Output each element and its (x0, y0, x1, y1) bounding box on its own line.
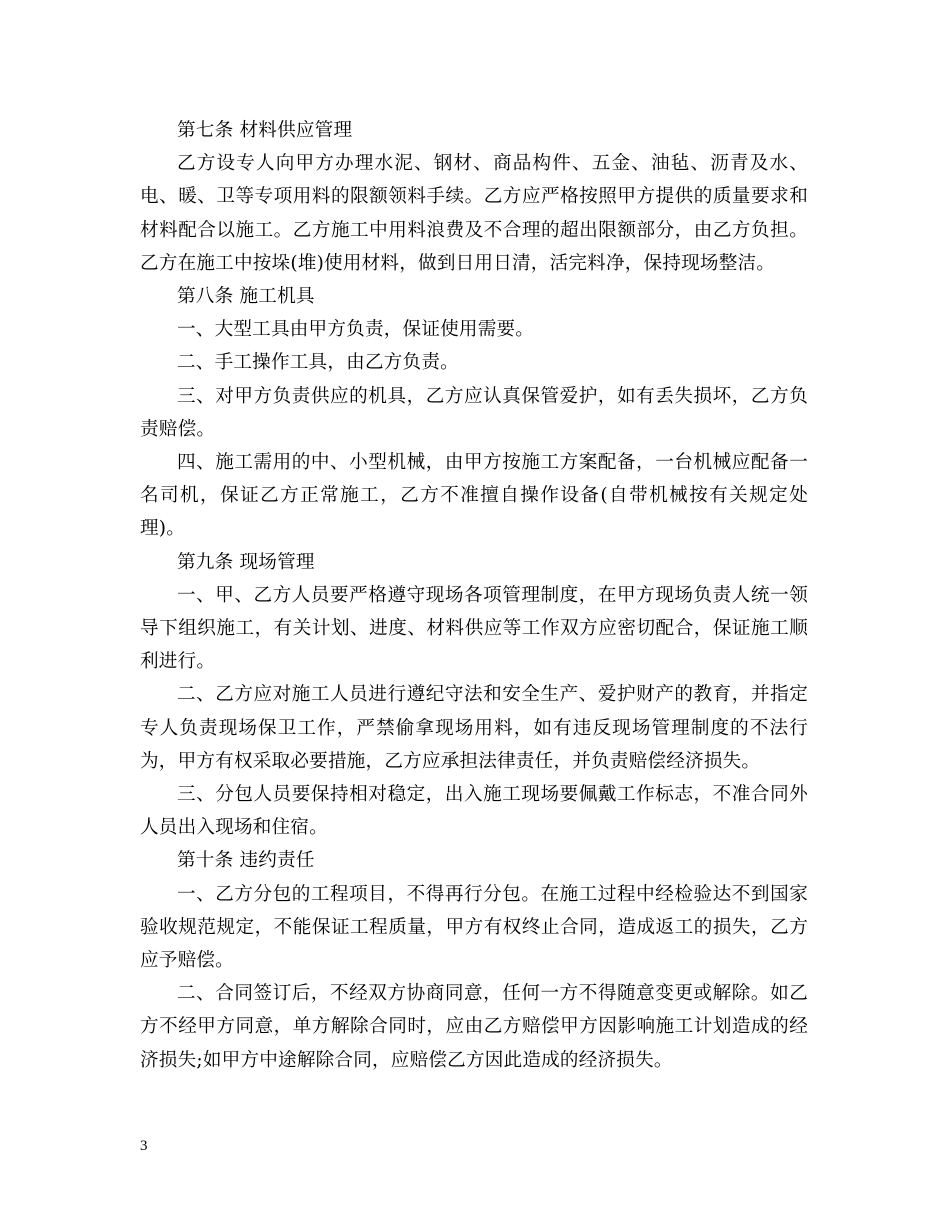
article-8-heading: 第八条 施工机具 (177, 286, 315, 308)
article-8-item-4: 四、施工需用的中、小型机械，由甲方按施工方案配备，一台机械应配备一名司机，保证乙方正常施工，乙方不准擅自操作设备(自带机械按有关规定处理)。 (140, 452, 808, 540)
article-10-item-2: 二、合同签订后，不经双方协商同意，任何一方不得随意变更或解除。如乙方不经甲方同意，单方解除合同时，应由乙方赔偿甲方因影响施工计划造成的经济损失;如甲方中途解除合同，应赔偿乙方因此造成的经济损失。 (140, 983, 808, 1071)
article-7-heading: 第七条 材料供应管理 (177, 120, 353, 141)
article-9-heading: 第九条 现场管理 (177, 551, 315, 573)
article-9-item-2: 二、乙方应对施工人员进行遵纪守法和安全生产、爱护财产的教育，并指定专人负责现场保卫工作，严禁偷拿现场用料，如有违反现场管理制度的不法行为，甲方有权采取必要措施，乙方应承担法律责任，并负责赔偿经济损失。 (140, 684, 808, 772)
article-9-item-1: 一、甲、乙方人员要严格遵守现场各项管理制度，在甲方现场负责人统一领导下组织施工，有关计划、进度、材料供应等工作双方应密切配合，保证施工顺利进行。 (140, 584, 808, 673)
article-8-item-2: 二、手工操作工具，由乙方负责。 (177, 352, 459, 374)
page-number: 3 (140, 1138, 148, 1154)
article-9-item-3: 三、分包人员要保持相对稳定，出入施工现场要佩戴工作标志，不准合同外人员出入现场和住宿。 (140, 784, 808, 839)
article-10-heading: 第十条 违约责任 (177, 850, 315, 872)
article-8-item-3: 三、对甲方负责供应的机具，乙方应认真保管爱护，如有丢失损坏，乙方负责赔偿。 (140, 385, 808, 440)
article-7-paragraph: 乙方设专人向甲方办理水泥、钢材、商品构件、五金、油毡、沥青及水、电、暖、卫等专项用料的限额领料手续。乙方应严格按照甲方提供的质量要求和材料配合以施工。乙方施工中用料浪费及不合理的超出限额部分，由乙方负担。乙方在施工中按垛(堆)使用材料，做到日用日清，活完料净，保持现场整洁。 (140, 153, 808, 274)
document-body (140, 114, 808, 1077)
article-10-item-1: 一、乙方分包的工程项目，不得再行分包。在施工过程中经检验达不到国家验收规范规定，不能保证工程质量，甲方有权终止合同，造成返工的损失，乙方应予赔偿。 (140, 883, 808, 972)
article-8-item-1: 一、大型工具由甲方负责，保证使用需要。 (177, 319, 535, 341)
